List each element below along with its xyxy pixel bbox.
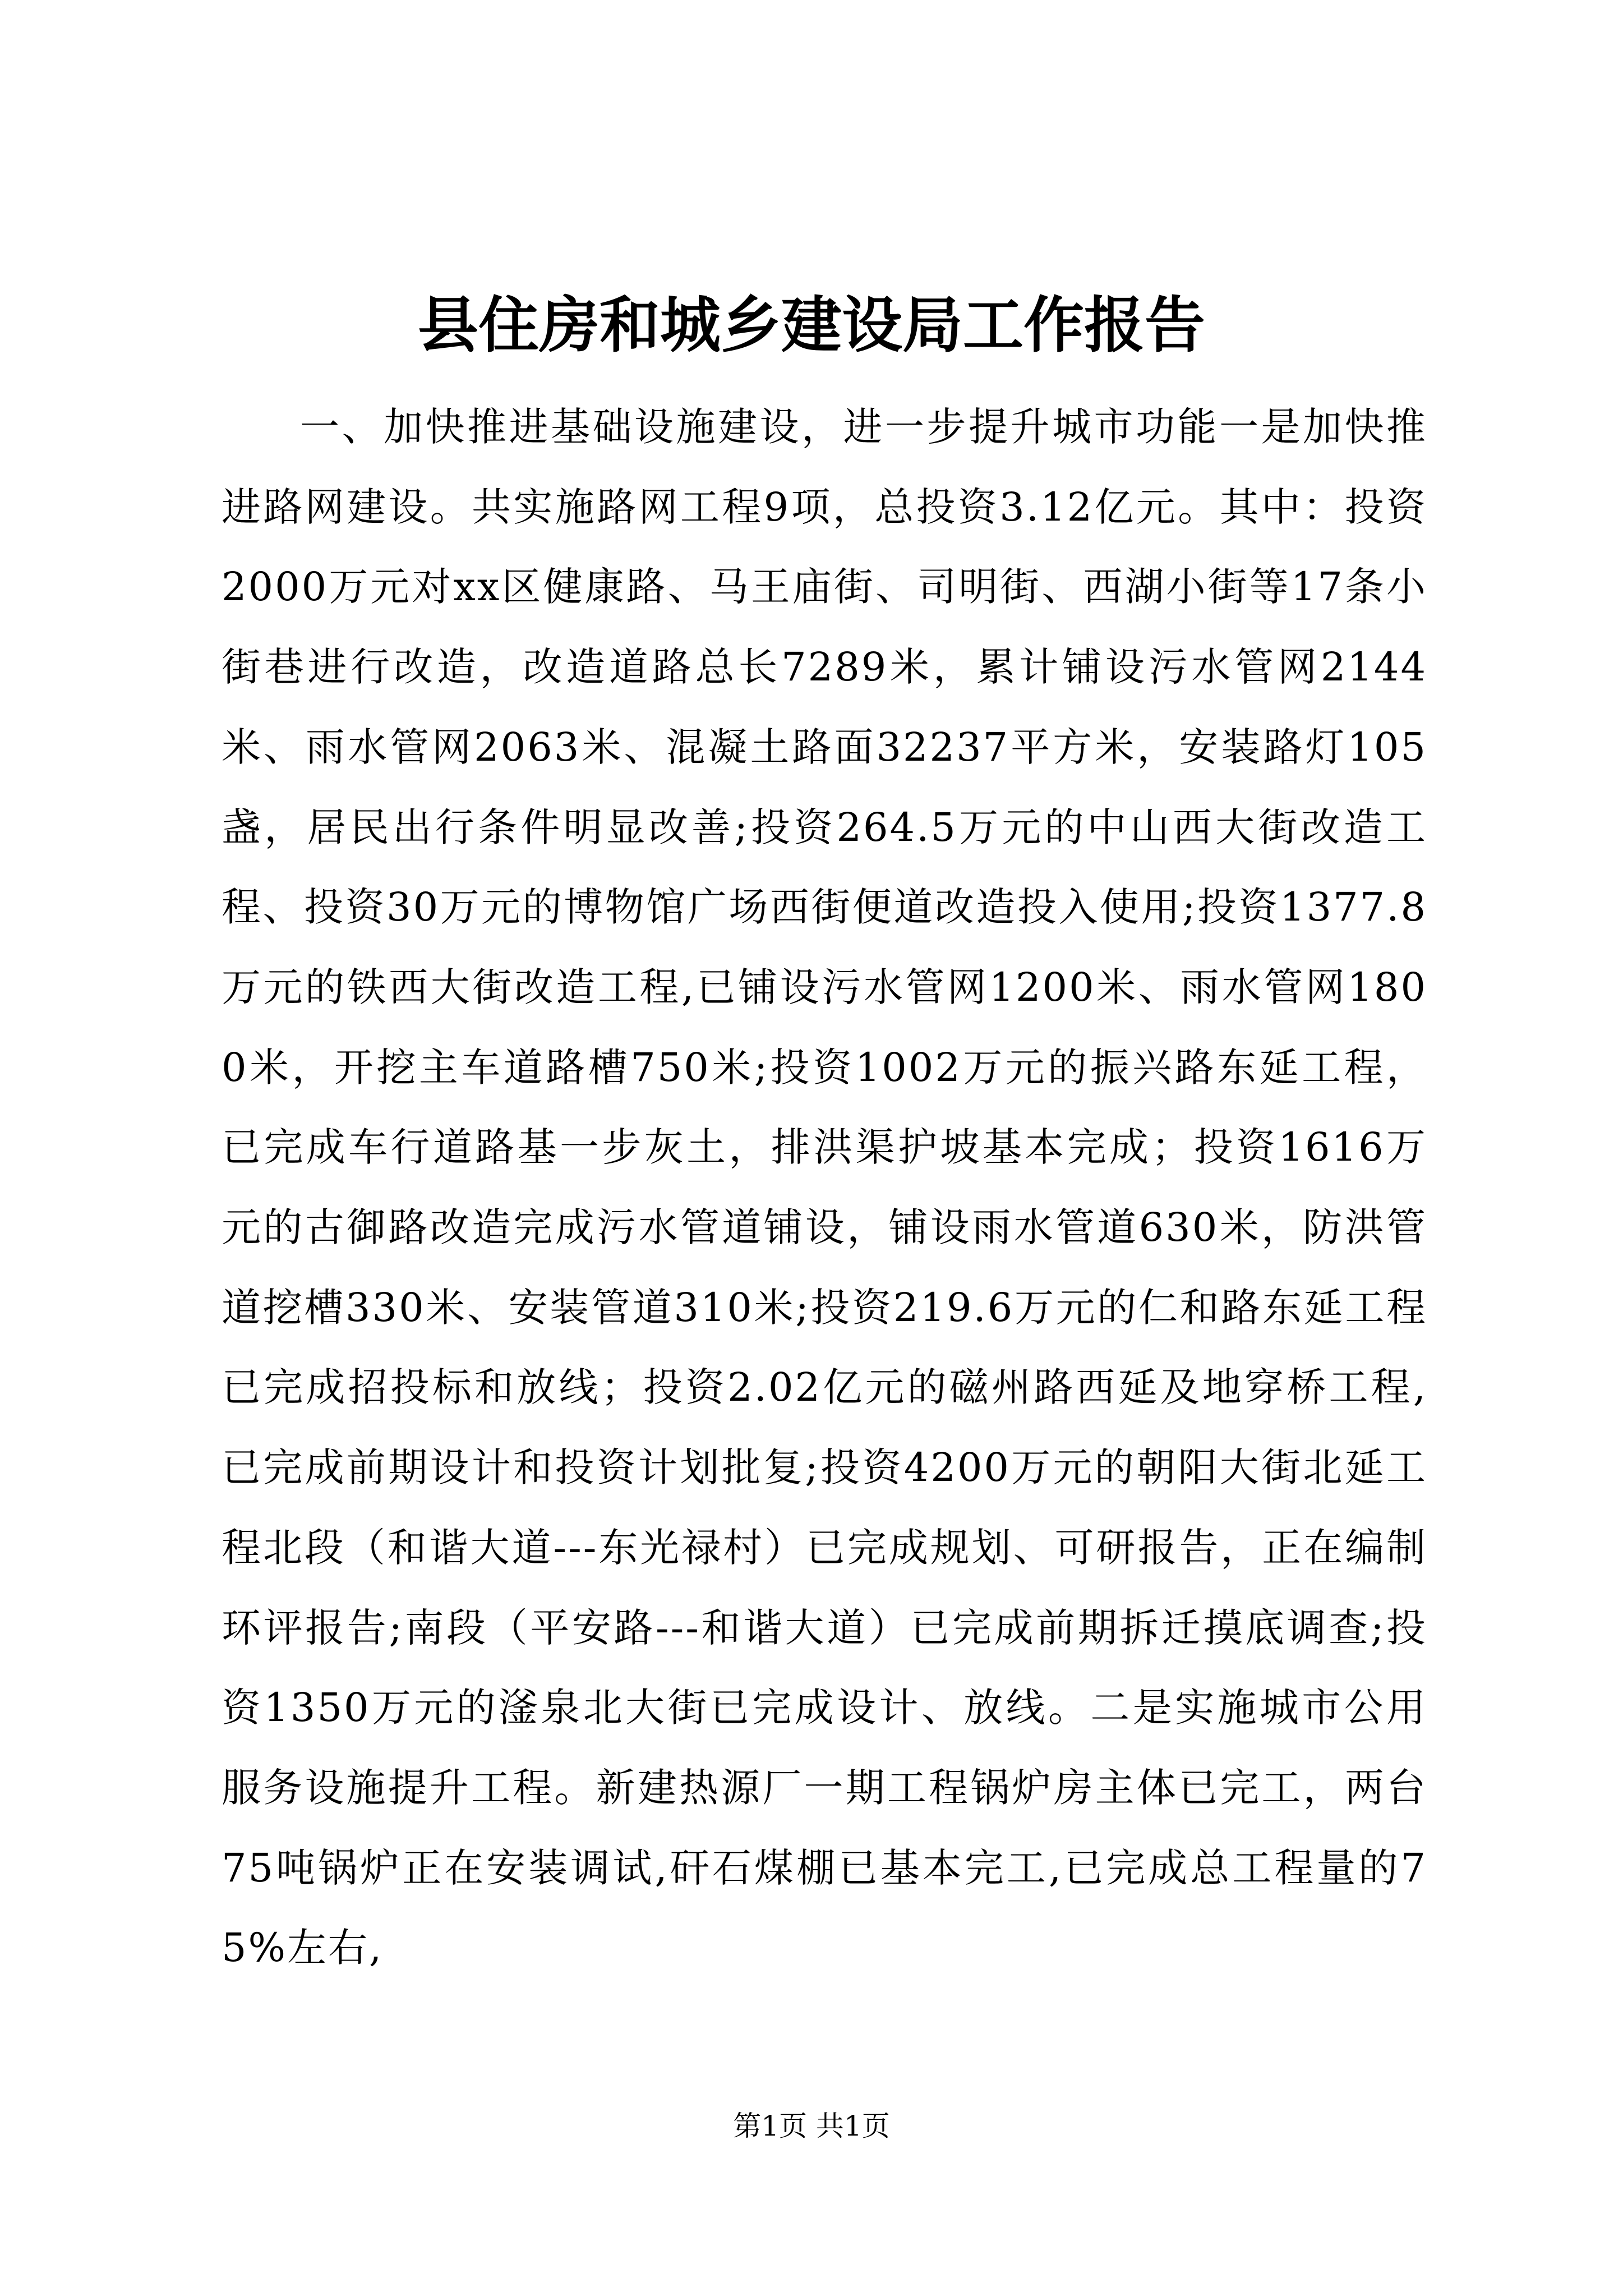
document-title: 县住房和城乡建设局工作报告 xyxy=(417,290,1205,361)
body-paragraph: 一、加快推进基础设施建设，进一步提升城市功能一是加快推进路网建设。共实施路网工程9项，总投资3.12亿元。其中：投资2000万元对xx区健康路、马王庙街、司明街、西湖小街等17条小街巷进行改造，改造道路总长7289米，累计铺设污水管网2144米、雨水管网2063米、混凝土路面32237平方米，安装路灯105盏，居民出行条件明显改善;投资264.5万元的中山西大街改造工程、投资30万元的博物馆广场西街便道改造投入使用;投资1377.8万元的铁西大街改造工程,已铺设污水管网1200米、雨水管网1800米，开挖主车道路槽750米;投资1002万元的振兴路东延工程，已完成车行道路基一步灰土，排洪渠护坡基本完成；投资1616万元的古御路改造完成污水管道铺设，铺设雨水管道630米，防洪管道挖槽330米、安装管道310米;投资219.6万元的仁和路东延工程已完成招投标和放线；投资2.02亿元的磁州路西延及地穿桥工程,已完成前期设计和投资计划批复;投资4200万元的朝阳大街北延工程北段（和谐大道---东光禄村）已完成规划、可研报告，正在编制环评报告;南段（平安路---和谐大道）已完成前期拆迁摸底调查;投资1350万元的滏泉北大街已完成设计、放线。二是实施城市公用服务设施提升工程。新建热源厂一期工程锅炉房主体已完工，两台75吨锅炉正在安装调试,矸石煤棚已基本完工,已完成总工程量的75%左右, xyxy=(222,404,1427,1971)
page-footer: 第1页 共1页 xyxy=(733,2110,890,2142)
